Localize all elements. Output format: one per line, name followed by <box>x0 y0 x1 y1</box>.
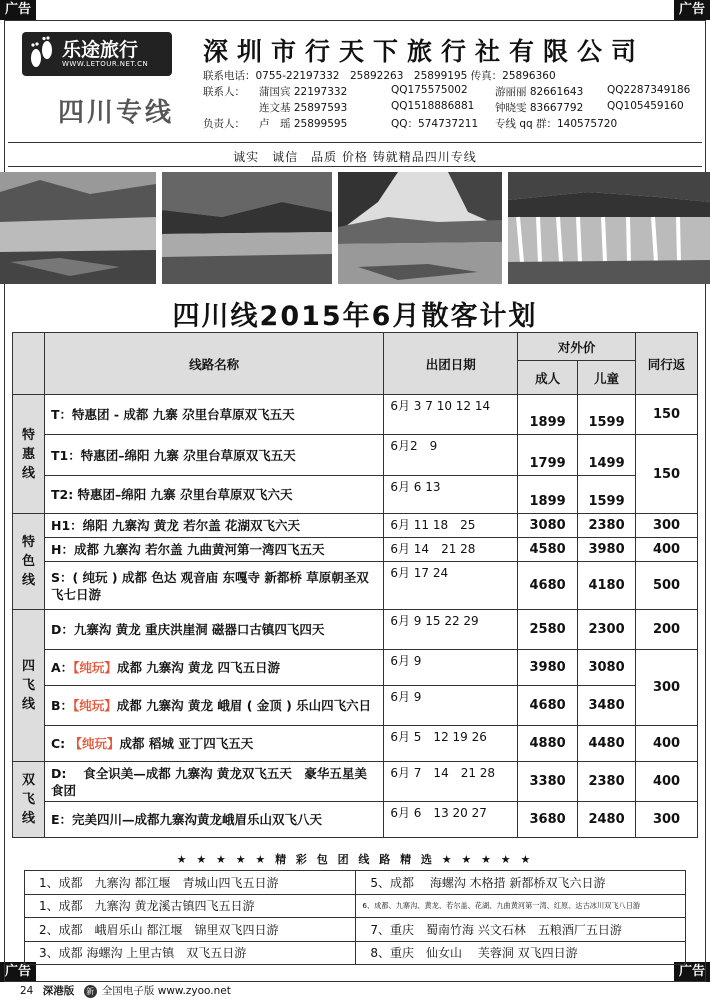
route-name: T1：特惠团–绵阳 九寨 尕里台草原双飞五天 <box>44 435 383 476</box>
child-price: 2300 <box>578 610 636 650</box>
child-price: 2480 <box>578 802 636 838</box>
line-name: 四川专线 <box>58 98 175 128</box>
edition-label: 深港版 <box>42 985 75 997</box>
package-route: 7、重庆 蜀南竹海 兴文石林 五粮酒厂五日游 <box>356 918 686 942</box>
table-header-row <box>13 333 698 361</box>
footer <box>20 983 237 998</box>
footprint-icon <box>28 36 54 72</box>
table-row <box>25 894 686 918</box>
departure-date: 6月 9 <box>384 686 518 726</box>
adult-price: 3980 <box>518 650 578 686</box>
waterfall-photo <box>508 172 710 284</box>
logo-name: 乐途旅行 <box>62 39 139 61</box>
child-price: 4180 <box>578 562 636 610</box>
departure-date: 6月2 9 <box>384 435 518 476</box>
child-price: 3980 <box>578 538 636 562</box>
package-route: 2、成都 峨眉乐山 都江堰 锦里双飞四日游 <box>25 918 356 942</box>
tour-schedule-table <box>12 332 698 838</box>
table-header-price: 对外价 <box>518 333 636 361</box>
table-row <box>13 762 698 802</box>
child-price: 2380 <box>578 762 636 802</box>
category-label: 双飞线 <box>13 762 45 838</box>
package-route: 3、成都 海螺沟 上里古镇 双飞五日游 <box>25 941 356 965</box>
ad-label-top-right: 广告 <box>674 0 710 20</box>
adult-price: 4680 <box>518 562 578 610</box>
table-row <box>25 918 686 942</box>
table-row <box>13 538 698 562</box>
slogan: 诚实 诚信 品质 价格 铸就精品四川专线 <box>233 150 477 164</box>
tag-label: 【纯玩】 <box>73 698 117 713</box>
route-name: H1：绵阳 九寨沟 黄龙 若尔盖 花湖双飞六天 <box>44 514 383 538</box>
peer-rebate: 300 <box>636 650 698 726</box>
adult-price: 3680 <box>518 802 578 838</box>
departure-date: 6月 17 24 <box>384 562 518 610</box>
tag-label: 【纯玩】 <box>69 736 120 751</box>
child-price: 1499 <box>578 435 636 476</box>
ad-label-top-left: 广告 <box>0 0 36 20</box>
table-row <box>13 562 698 610</box>
table-row <box>25 941 686 965</box>
table-row <box>13 435 698 476</box>
child-price: 1599 <box>578 395 636 435</box>
departure-date: 6月 11 18 25 <box>384 514 518 538</box>
child-price: 4480 <box>578 726 636 762</box>
peer-rebate: 400 <box>636 762 698 802</box>
tag-label: 【纯玩】 <box>73 660 117 675</box>
landscape-photo <box>162 172 332 284</box>
route-name: T2: 特惠团–绵阳 九寨 尕里台草原双飞六天 <box>44 476 383 514</box>
child-price: 1599 <box>578 476 636 514</box>
company-name: 深圳市行天下旅行社有限公司 <box>203 37 646 66</box>
adult-price: 2580 <box>518 610 578 650</box>
header: 乐途旅行 WWW.LETOUR.NET.CN 四川专线 深圳市行天下旅行社有限公司 联系电话：0755-22197332 25892263 25899195 传真：25896360 联系人： 蒲国宾 22197332 QQ175575002 游丽丽 82661643 QQ2287349186 连文基 25897593 QQ1518886881 钟晓雯 83667792 QQ105459160 负责人： 卢 瑶 25899595 QQ：574737211 专线 qq 群：140575720 <box>8 24 702 142</box>
divider <box>8 142 702 143</box>
route-name: B：【纯玩】成都 九寨沟 黄龙 峨眉 ( 金顶 ) 乐山四飞六日 <box>44 686 383 726</box>
website: 全国电子版 www.zyoo.net <box>101 985 231 997</box>
adult-price: 1899 <box>518 476 578 514</box>
package-route: 5、成都 海螺沟 木格措 新都桥双飞六日游 <box>356 871 686 895</box>
landscape-photo <box>0 172 156 284</box>
route-name: H：成都 九寨沟 若尔盖 九曲黄河第一湾四飞五天 <box>44 538 383 562</box>
table-row <box>13 726 698 762</box>
package-route: 8、重庆 仙女山 芙蓉洞 双飞四日游 <box>356 941 686 965</box>
route-name: S：( 纯玩 ) 成都 色达 观音庙 东嘎寺 新都桥 草原朝圣双飞七日游 <box>44 562 383 610</box>
table-header-adult: 成人 <box>518 361 578 395</box>
table-header-peer: 同行返 <box>636 333 698 395</box>
route-name: E：完美四川—成都九寨沟黄龙峨眉乐山双飞八天 <box>44 802 383 838</box>
route-name: D: 食全识美—成都 九寨沟 黄龙双飞五天 豪华五星美食团 <box>44 762 383 802</box>
table-row <box>13 514 698 538</box>
route-name: D：九寨沟 黄龙 重庆洪崖洞 磁器口古镇四飞四天 <box>44 610 383 650</box>
logo-url: WWW.LETOUR.NET.CN <box>62 60 149 68</box>
table-row <box>13 395 698 435</box>
adult-price: 1899 <box>518 395 578 435</box>
table-header-route: 线路名称 <box>44 333 383 395</box>
table-header-category <box>13 333 45 395</box>
table-row <box>13 610 698 650</box>
peer-rebate: 400 <box>636 726 698 762</box>
landscape-photo <box>338 172 502 284</box>
logo <box>22 32 172 76</box>
divider <box>8 166 702 167</box>
departure-date: 6月 7 14 21 28 <box>384 762 518 802</box>
package-route: 1、成都 九寨沟 都江堰 青城山四飞五日游 <box>25 871 356 895</box>
adult-price: 1799 <box>518 435 578 476</box>
departure-date: 6月 5 12 19 26 <box>384 726 518 762</box>
package-section-title: ★ ★ ★ ★ ★ 精 彩 包 团 线 路 精 选 ★ ★ ★ ★ ★ <box>176 853 534 866</box>
category-label: 特惠线 <box>13 395 45 514</box>
package-route: 6、成都、九寨沟、黄龙、若尔盖、花湖、九曲黄河第一湾、红原、达古冰川双飞八日游 <box>356 894 686 918</box>
peer-rebate: 300 <box>636 514 698 538</box>
edition-circle-icon: 新 <box>84 985 97 998</box>
departure-date: 6月 3 7 10 12 14 <box>384 395 518 435</box>
adult-price: 4580 <box>518 538 578 562</box>
peer-rebate: 500 <box>636 562 698 610</box>
plan-title: 四川线2015年6月散客计划 <box>172 301 538 332</box>
package-routes-table <box>24 870 686 965</box>
adult-price: 4680 <box>518 686 578 726</box>
route-name: T：特惠团 - 成都 九寨 尕里台草原双飞五天 <box>44 395 383 435</box>
table-row <box>13 686 698 726</box>
category-label: 特色线 <box>13 514 45 610</box>
table-row <box>13 476 698 514</box>
peer-rebate: 150 <box>636 435 698 514</box>
child-price: 2380 <box>578 514 636 538</box>
table-row <box>13 802 698 838</box>
departure-date: 6月 14 21 28 <box>384 538 518 562</box>
adult-price: 3080 <box>518 514 578 538</box>
peer-rebate: 150 <box>636 395 698 435</box>
departure-date: 6月 6 13 <box>384 476 518 514</box>
table-header-date: 出团日期 <box>384 333 518 395</box>
peer-rebate: 200 <box>636 610 698 650</box>
table-row <box>25 871 686 895</box>
ad-label-bottom-right: 广告 <box>674 962 710 982</box>
table-header-child: 儿童 <box>578 361 636 395</box>
table-row <box>13 650 698 686</box>
departure-date: 6月 9 15 22 29 <box>384 610 518 650</box>
peer-rebate: 400 <box>636 538 698 562</box>
adult-price: 4880 <box>518 726 578 762</box>
adult-price: 3380 <box>518 762 578 802</box>
page-number: 24 <box>20 985 34 997</box>
ad-label-bottom-left: 广告 <box>0 962 36 982</box>
departure-date: 6月 9 <box>384 650 518 686</box>
child-price: 3480 <box>578 686 636 726</box>
category-label: 四飞线 <box>13 610 45 762</box>
peer-rebate: 300 <box>636 802 698 838</box>
departure-date: 6月 6 13 20 27 <box>384 802 518 838</box>
route-name: A：【纯玩】成都 九寨沟 黄龙 四飞五日游 <box>44 650 383 686</box>
child-price: 3080 <box>578 650 636 686</box>
route-name: C: 【纯玩】成都 稻城 亚丁四飞五天 <box>44 726 383 762</box>
package-route: 1、成都 九寨沟 黄龙溪古镇四飞五日游 <box>25 894 356 918</box>
